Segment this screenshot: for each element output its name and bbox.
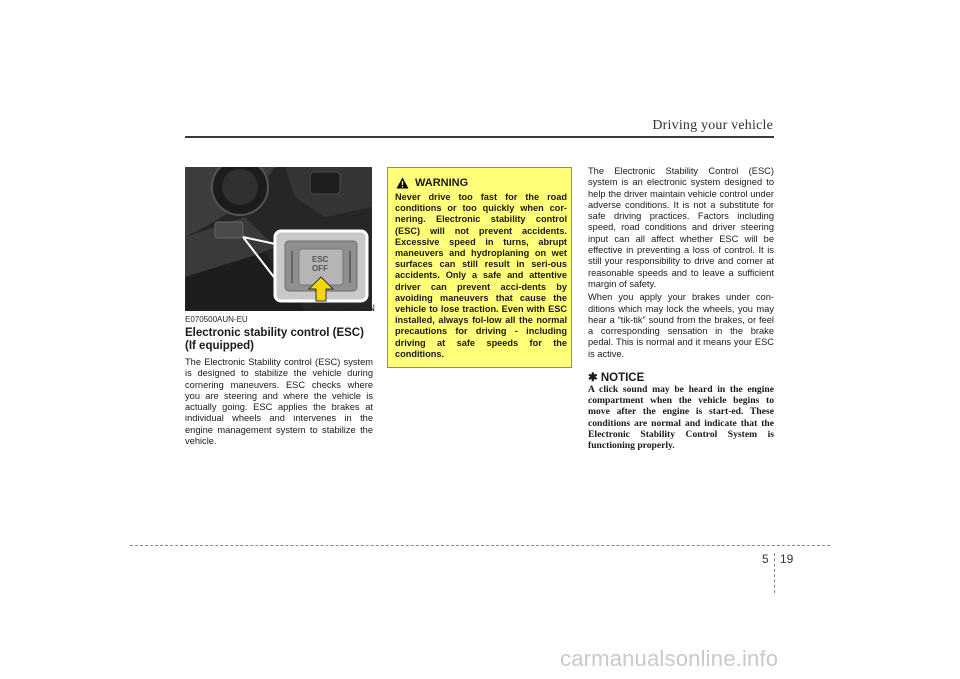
watermark: carmanualsonline.info [560, 646, 779, 671]
figure-code: OUN037011N [319, 303, 375, 313]
section-code: E070500AUN-EU [185, 315, 248, 324]
section-title: Electronic stability control (ESC) (If equipped) [185, 327, 364, 352]
warning-box [387, 167, 572, 368]
notice-title: ✱ NOTICE [588, 372, 645, 385]
footer-rule [130, 545, 830, 546]
esc-brake-paragraph: When you apply your brakes under con-ditions which may lock the wheels, you may hear a “tik-tik” sound from the brakes, or feel a corresponding sensation in the brake pedal. This is normal and it means your ESC is active. [588, 292, 774, 359]
page-header-title: Driving your vehicle [652, 118, 773, 133]
esc-description-paragraph: The Electronic Stability Control (ESC) system is an electronic system designed to help the driver maintain vehicle control under adverse conditions. It is not a substitute for safe driving practices. Factors including speed, road conditions and driver steering input can all affect whether ESC will be effective in preventing a loss of control. It is still your responsibility to drive and corner at reasonable speeds and to leave a sufficient margin of safety. [588, 166, 774, 289]
notice-body: A click sound may be heard in the engine compartment when the vehicle begins to move after the engine is start-ed. These conditions are normal and indicate that the Electronic Stability Control System is functioning properly. [588, 384, 774, 452]
right-column [588, 166, 774, 451]
left-column [185, 315, 373, 447]
warning-title: WARNING [415, 177, 469, 189]
warning-header [396, 177, 468, 189]
chapter-number: 5 [762, 552, 769, 566]
warning-triangle-icon [396, 177, 409, 189]
section-body: The Electronic Stability control (ESC) system is designed to stabilize the vehicle during cornering maneuvers. ESC checks where you are steering and where the vehicle is actually going. ESC applies the brakes at individual wheels and intervenes in the engine management system to stabilize the vehicle. [185, 357, 373, 447]
footer-separator [774, 553, 775, 593]
dashboard-illustration [185, 167, 372, 311]
header-rule [185, 136, 774, 138]
esc-button-label-2: OFF [312, 264, 328, 273]
esc-button-figure [185, 167, 372, 311]
page-number: 19 [780, 552, 794, 566]
esc-button-label-1: ESC [312, 255, 329, 264]
warning-body: Never drive too fast for the road conditions or too quickly when cor-nering. Electronic stability control (ESC) will not prevent accidents. Excessive speed in turns, abrupt maneuvers and hydroplaning on wet surfaces can still result in seri-ous accidents. Only a safe and attentive driver can prevent acci-dents by avoiding maneuvers that cause the vehicle to lose traction. Even with ESC installed, always fol-low all the normal precautions for driving - including driving at safe speeds for the conditions. [395, 192, 567, 359]
